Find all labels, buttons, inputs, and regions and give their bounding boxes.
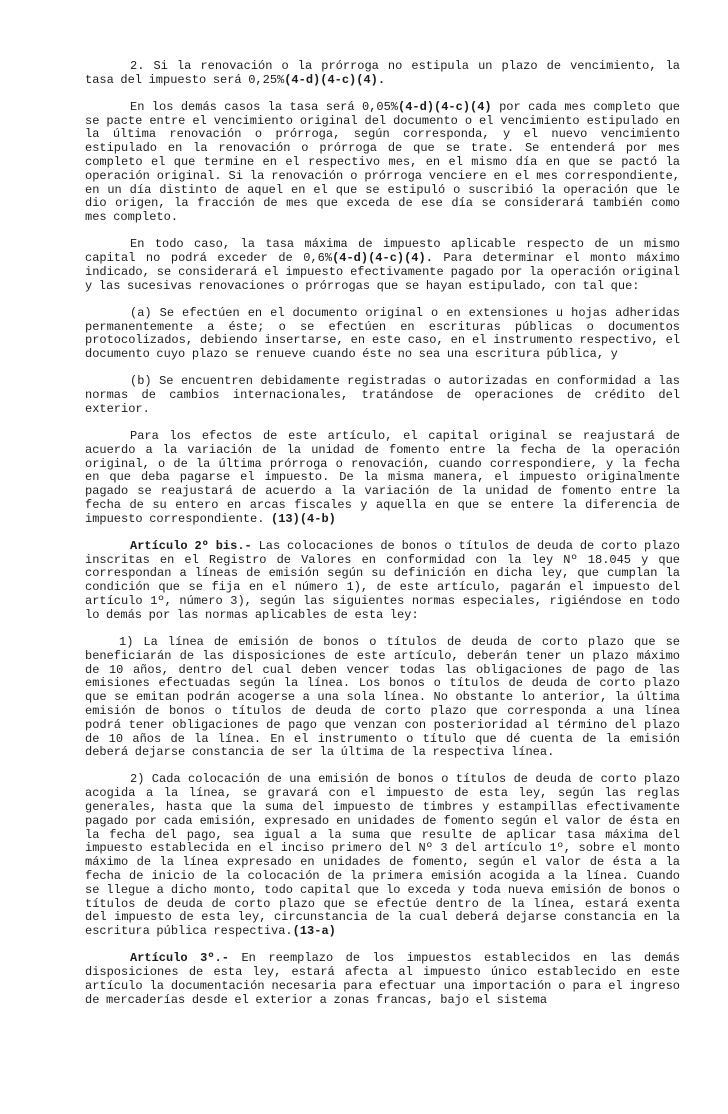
paragraph	[85, 375, 680, 416]
body-text: por cada mes completo que se pacte entre el vencimiento original del documento o el vencimiento estipulado en la última renovación o prórroga, según corresponda, y el nuevo vencimiento estipulado en la renovación o prórroga de que se trate. Se entenderá por mes completo el que termine en el respectivo mes, en el mismo día en que se pactó la operación original. Si la renovación o prórroga venciere en el mes correspondiente, en un día distinto de aquel en el que se estipuló o suscribió la operación que le dio origen, la fracción de mes que exceda de ese día se considerará también como mes completo.	[85, 99, 680, 225]
body-text: 2. Si la renovación o la prórroga no estipula un plazo de vencimiento, la tasa del impuesto será 0,25%	[85, 59, 680, 87]
paragraph	[85, 307, 680, 362]
body-text: (a) Se efectúen en el documento original o en extensiones u hojas adheridas permanentemente a éste; o se efectúen en escrituras públicas o documentos protocolizados, debiendo insertarse, en este caso, en el instrumento respectivo, el documento cuyo plazo se renueve cuando éste no sea una escritura pública, y	[85, 305, 680, 362]
bold-text: Artículo 2º bis.-	[130, 538, 252, 553]
body-text: Para determinar el monto máximo indicado, se considerará el impuesto efectivamente pagado por la operación original y las sucesivas renovaciones o prórrogas que se hayan estipulado, con tal que:	[85, 251, 680, 293]
paragraph	[85, 101, 680, 225]
body-text: 2) Cada colocación de una emisión de bonos o títulos de deuda de corto plazo acogida a la línea, se gravará con el impuesto de esta ley, según las reglas generales, hasta que la suma del impuesto de timbres y estampillas efectivamente pagado por cada emisión, expresado en unidades de fomento según el valor de ésta en la fecha del pago, sea igual a la suma que resulte de aplicar tasa máxima del impuesto establecida en el inciso primero del Nº 3 del artículo 1º, sobre el monto máximo de la línea expresado en unidades de fomento, según el valor de ésta a la fecha de inicio de la colocación de la primera emisión acogida a la línea. Cuando se llegue a dicho monto, todo capital que lo exceda y toda nueva emisión de bonos o títulos de deuda de corto plazo que se efectúe dentro de la línea, estará exenta del impuesto de esta ley, circunstancia de la cual deberá dejarse constancia en la escritura pública respectiva.	[85, 772, 680, 939]
paragraph	[85, 636, 680, 760]
bold-text: (4-d)(4-c)(4).	[284, 72, 386, 87]
body-text: Para los efectos de este artículo, el capital original se reajustará de acuerdo a la variación de la unidad de fomento entre la fecha de la operación original, o de la última prórroga o renovación, cuando correspondiere, y la fecha en que deba pagarse el impuesto. De la misma manera, el impuesto originalmente pagado se reajustará de acuerdo a la variación de la unidad de fomento entre la fecha de su entero en arcas fiscales y aquella en que se entere la diferencia de impuesto correspondiente.	[85, 429, 680, 526]
paragraph	[85, 773, 680, 939]
body-text: Las colocaciones de bonos o títulos de deuda de corto plazo inscritas en el Registro de Valores en conformidad con la ley Nº 18.045 y que correspondan a líneas de emisión según su definición en dicha ley, que cumplan la condición que se fija en el número 1), de este artículo, pagarán el impuesto del artículo 1º, número 3), según las siguientes normas especiales, rigiéndose en todo lo demás por las normas aplicables de esta ley:	[85, 538, 680, 622]
bold-text: (13)(4-b)	[271, 511, 336, 526]
body-text: En los demás casos la tasa será 0,05%	[130, 99, 399, 114]
bold-text: (13-a)	[292, 924, 336, 939]
bold-text: Artículo 3º.-	[130, 951, 229, 966]
body-text: En reemplazo de los impuestos establecidos en las demás disposiciones de esta ley, estará afecta al impuesto único establecido en este artículo la documentación necesaria para efectuar una importación o para el ingreso de mercaderías desde el exterior a zonas francas, bajo el sistema	[85, 951, 681, 1007]
paragraph	[85, 60, 680, 88]
body-text: 1) La línea de emisión de bonos o títulos de deuda de corto plazo que se beneficiarán de las disposiciones de este artículo, deberán tener un plazo máximo de 10 años, dentro del cual deben vencer todas las obligaciones de pago de las emisiones efectuadas según la línea. Los bonos o títulos de deuda de corto plazo que se emitan podrán acogerse a una sola línea. No obstante lo anterior, la última emisión de bonos o títulos de deuda de corto plazo que corresponda a una línea podrá tener obligaciones de pago que venzan con posterioridad al término del plazo de 10 años de la línea. En el instrumento o título que dé cuenta de la emisión deberá dejarse constancia de ser la última de la respectiva línea.	[85, 634, 680, 760]
paragraph	[85, 430, 680, 527]
paragraph	[85, 952, 680, 1007]
paragraph	[85, 238, 680, 293]
body-text: (b) Se encuentren debidamente registradas o autorizadas en conformidad a las normas de cambios internacionales, tratándose de operaciones de crédito del exterior.	[85, 374, 680, 416]
bold-text: (4-d)(4-c)(4)	[398, 99, 492, 114]
bold-text: (4-d)(4-c)(4).	[332, 251, 433, 266]
paragraph	[85, 540, 680, 623]
body-text: En todo caso, la tasa máxima de impuesto aplicable respecto de un mismo capital no podrá exceder de 0,6%	[85, 237, 680, 266]
